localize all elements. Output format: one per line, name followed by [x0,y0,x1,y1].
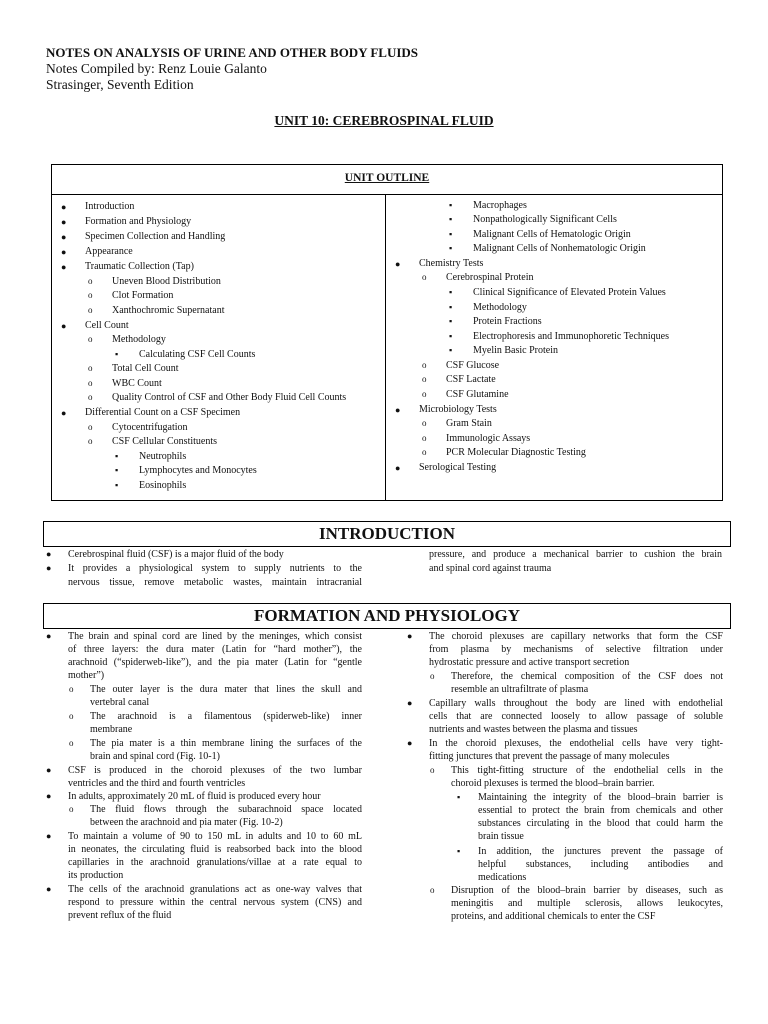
outline-item: Cell Count [85,320,129,331]
bullet-icon: ● [46,631,52,641]
bullet-icon: ● [395,405,401,415]
outline-item: Lymphocytes and Monocytes [139,465,257,476]
paragraph-line: The arachnoid is a filamentous (spiderweb-like) inner [90,711,362,722]
bullet-icon: o [88,392,93,402]
outline-item: Myelin Basic Protein [473,345,558,356]
bullet-icon: ● [61,217,67,227]
intro-point-2c: pressure, and produce a mechanical barrier to cushion the brain [429,549,722,560]
outline-item: Uneven Blood Distribution [112,276,221,287]
paragraph-line: substances circulating in the blood that could harm the [478,818,723,829]
intro-point-2b: nervous tissue, remove metabolic wastes, maintain intracranial [68,577,362,588]
paragraph-line: ventricles and the third and fourth ventricles [68,778,246,789]
outline-item: Microbiology Tests [419,404,497,415]
outline-heading: UNIT OUTLINE [52,165,722,195]
outline-item: CSF Glutamine [446,389,509,400]
outline-item: Malignant Cells of Nonhematologic Origin [473,243,646,254]
paragraph-line: brain tissue [478,831,524,842]
bullet-icon: ▪ [449,243,453,253]
bullet-icon: ● [61,202,67,212]
unit-outline-box [51,164,723,501]
bullet-icon: o [422,447,427,457]
outline-item: WBC Count [112,378,162,389]
paragraph-line: The brain and spinal cord are lined by the meninges, which consist [68,631,362,642]
outline-item: Cytocentrifugation [112,422,188,433]
paragraph-line: Capillary walls throughout the body are lined with endothelial [429,698,723,709]
paragraph-line: capillaries in the arachnoid granulations/villae at a rate equal to [68,857,362,868]
bullet-icon: ▪ [449,331,453,341]
paragraph-line: resemble an ultrafiltrate of plasma [451,684,589,695]
paragraph-line: its production [68,870,124,881]
paragraph-line: in neonates, the circulating fluid is reabsorbed back into the blood [68,844,362,855]
paragraph-line: The fluid flows through the subarachnoid space located [90,804,362,815]
bullet-icon: o [88,422,93,432]
paragraph-line: choroid plexuses is termed the blood–brain barrier. [451,778,655,789]
outline-item: Methodology [112,334,166,345]
paragraph-line: Therefore, the chemical composition of the CSF does not [451,671,723,682]
bullet-icon: ▪ [115,451,119,461]
bullet-icon: o [430,671,435,681]
paragraph-line: nutrients and wastes between the plasma and tissues [429,724,638,735]
bullet-icon: o [422,418,427,428]
bullet-icon: ● [46,831,52,841]
paragraph-line: This tight-fitting structure of the endothelial cells in the [451,765,723,776]
bullet-icon: o [88,334,93,344]
outline-item: Nonpathologically Significant Cells [473,214,617,225]
paragraph-line: The cells of the arachnoid granulations act as one-way valves that [68,884,362,895]
document-header [46,45,418,93]
bullet-icon: o [422,374,427,384]
paragraph-line: meningitis and multiple sclerosis, allows leukocytes, [451,898,723,909]
paragraph-line: In the choroid plexuses, the endothelial cells have very tight- [429,738,723,749]
outline-item: Xanthochromic Supernatant [112,305,225,316]
edition: Strasinger, Seventh Edition [46,77,194,92]
bullet-icon: o [88,378,93,388]
bullet-icon: ● [46,765,52,775]
paragraph-line: The outer layer is the dura mater that lines the skull and [90,684,362,695]
paragraph-line: brain and spinal cord (Fig. 10-1) [90,751,220,762]
outline-item: Gram Stain [446,418,492,429]
document-title: NOTES ON ANALYSIS OF URINE AND OTHER BODY FLUIDS [46,45,419,60]
bullet-icon: o [422,433,427,443]
outline-item: Protein Fractions [473,316,542,327]
paragraph-line: To maintain a volume of 90 to 150 mL in adults and 10 to 60 mL [68,831,362,842]
formation-heading: FORMATION AND PHYSIOLOGY [43,603,731,629]
bullet-icon: ▪ [115,349,119,359]
bullet-icon: ▪ [449,345,453,355]
paragraph-line: medications [478,872,527,883]
bullet-icon: ● [46,563,52,573]
bullet-icon: ▪ [457,792,461,802]
bullet-icon: o [88,276,93,286]
bullet-icon: o [422,360,427,370]
paragraph-line: fitting junctures that prevent the passage of many molecules [429,751,670,762]
bullet-icon: ● [395,463,401,473]
bullet-icon: ● [46,549,52,559]
bullet-icon: o [430,885,435,895]
outline-item: Specimen Collection and Handling [85,231,226,242]
paragraph-line: helpful substances, including antibodies and [478,859,723,870]
paragraph-line: hydrostatic pressure and active transport secretion [429,657,630,668]
paragraph-line: CSF is produced in the choroid plexuses of the two lumbar [68,765,362,776]
outline-item: Clinical Significance of Elevated Protein Values [473,287,666,298]
bullet-icon: ▪ [449,287,453,297]
paragraph-line: In adults, approximately 20 mL of fluid is produced every hour [68,791,321,802]
outline-item: CSF Lactate [446,374,496,385]
outline-item: Cerebrospinal Protein [446,272,534,283]
outline-item: Total Cell Count [112,363,179,374]
compiled-by: Notes Compiled by: Renz Louie Galanto [46,61,267,76]
outline-item: CSF Glucose [446,360,500,371]
bullet-icon: o [430,765,435,775]
intro-point-2d: and spinal cord against trauma [429,563,552,574]
intro-point-2a: It provides a physiological system to supply nutrients to the [68,563,362,574]
paragraph-line: membrane [90,724,133,735]
outline-item: Serological Testing [419,462,497,473]
bullet-icon: o [69,684,74,694]
bullet-icon: ▪ [449,200,453,210]
bullet-icon: o [422,389,427,399]
outline-right-column [386,194,722,500]
bullet-icon: ● [407,631,413,641]
outline-item: Neutrophils [139,451,187,462]
intro-point-1: Cerebrospinal fluid (CSF) is a major fluid of the body [68,549,284,560]
paragraph-line: arachnoid (“spiderweb-like”), and the pia mater (Latin for “gentle [68,657,362,668]
paragraph-line: prevent reflux of the fluid [68,910,172,921]
bullet-icon: o [88,290,93,300]
outline-item: Eosinophils [139,480,187,491]
outline-item: Traumatic Collection (Tap) [85,261,194,272]
bullet-icon: ● [395,259,401,269]
outline-item: Electrophoresis and Immunophoretic Techniques [473,331,670,342]
outline-item: Calculating CSF Cell Counts [139,349,256,360]
paragraph-line: Maintaining the integrity of the blood–brain barrier is [478,792,723,803]
outline-left-column [52,194,386,500]
paragraph-line: cells that are connected loosely to allow passage of soluble [429,711,723,722]
outline-item: Appearance [85,246,133,257]
bullet-icon: ● [61,247,67,257]
paragraph-line: The choroid plexuses are capillary networks that form the CSF [429,631,723,642]
bullet-icon: ● [61,408,67,418]
bullet-icon: o [69,804,74,814]
paragraph-line: The pia mater is a thin membrane lining the surfaces of the [90,738,362,749]
bullet-icon: ● [407,738,413,748]
bullet-icon: ▪ [457,846,461,856]
bullet-icon: o [422,272,427,282]
paragraph-line: between the arachnoid and pia mater (Fig. 10-2) [90,817,283,828]
paragraph-line: essential to protect the brain from chemicals and other [478,805,723,816]
bullet-icon: ▪ [115,465,119,475]
bullet-icon: o [69,738,74,748]
bullet-icon: o [88,305,93,315]
outline-item: Malignant Cells of Hematologic Origin [473,229,631,240]
bullet-icon: ● [61,321,67,331]
bullet-icon: ● [46,791,52,801]
bullet-icon: ▪ [449,316,453,326]
paragraph-line: Disruption of the blood–brain barrier by diseases, such as [451,885,723,896]
bullet-icon: o [88,363,93,373]
bullet-icon: o [88,436,93,446]
outline-item: Immunologic Assays [446,433,531,444]
paragraph-line: respond to pressure within the central nervous system (CNS) and [68,897,362,908]
paragraph-line: of three layers: the dura mater (Latin for “hard mother”), the [68,644,362,655]
paragraph-line: vertebral canal [90,697,150,708]
unit-title: UNIT 10: CEREBROSPINAL FLUID [274,113,494,128]
paragraph-line: proteins, and additional chemicals to enter the CSF [451,911,656,922]
outline-item: Clot Formation [112,290,174,301]
outline-item: Quality Control of CSF and Other Body Fluid Cell Counts [112,392,347,403]
outline-item: Chemistry Tests [419,258,484,269]
outline-item: PCR Molecular Diagnostic Testing [446,447,586,458]
bullet-icon: o [69,711,74,721]
outline-item: Methodology [473,302,527,313]
outline-item: CSF Cellular Constituents [112,436,218,447]
outline-item: Formation and Physiology [85,216,192,227]
paragraph-line: mother”) [68,670,105,681]
paragraph-line: In addition, the junctures prevent the passage of [478,846,723,857]
bullet-icon: ▪ [449,302,453,312]
outline-item: Macrophages [473,200,527,211]
paragraph-line: from plasma by mechanisms of selective filtration under [429,644,723,655]
outline-item: Introduction [85,201,135,212]
bullet-icon: ● [46,884,52,894]
bullet-icon: ● [61,232,67,242]
introduction-heading: INTRODUCTION [43,521,731,547]
outline-item: Differential Count on a CSF Specimen [85,407,241,418]
bullet-icon: ▪ [449,229,453,239]
bullet-icon: ▪ [449,214,453,224]
bullet-icon: ● [61,262,67,272]
bullet-icon: ● [407,698,413,708]
bullet-icon: ▪ [115,480,119,490]
